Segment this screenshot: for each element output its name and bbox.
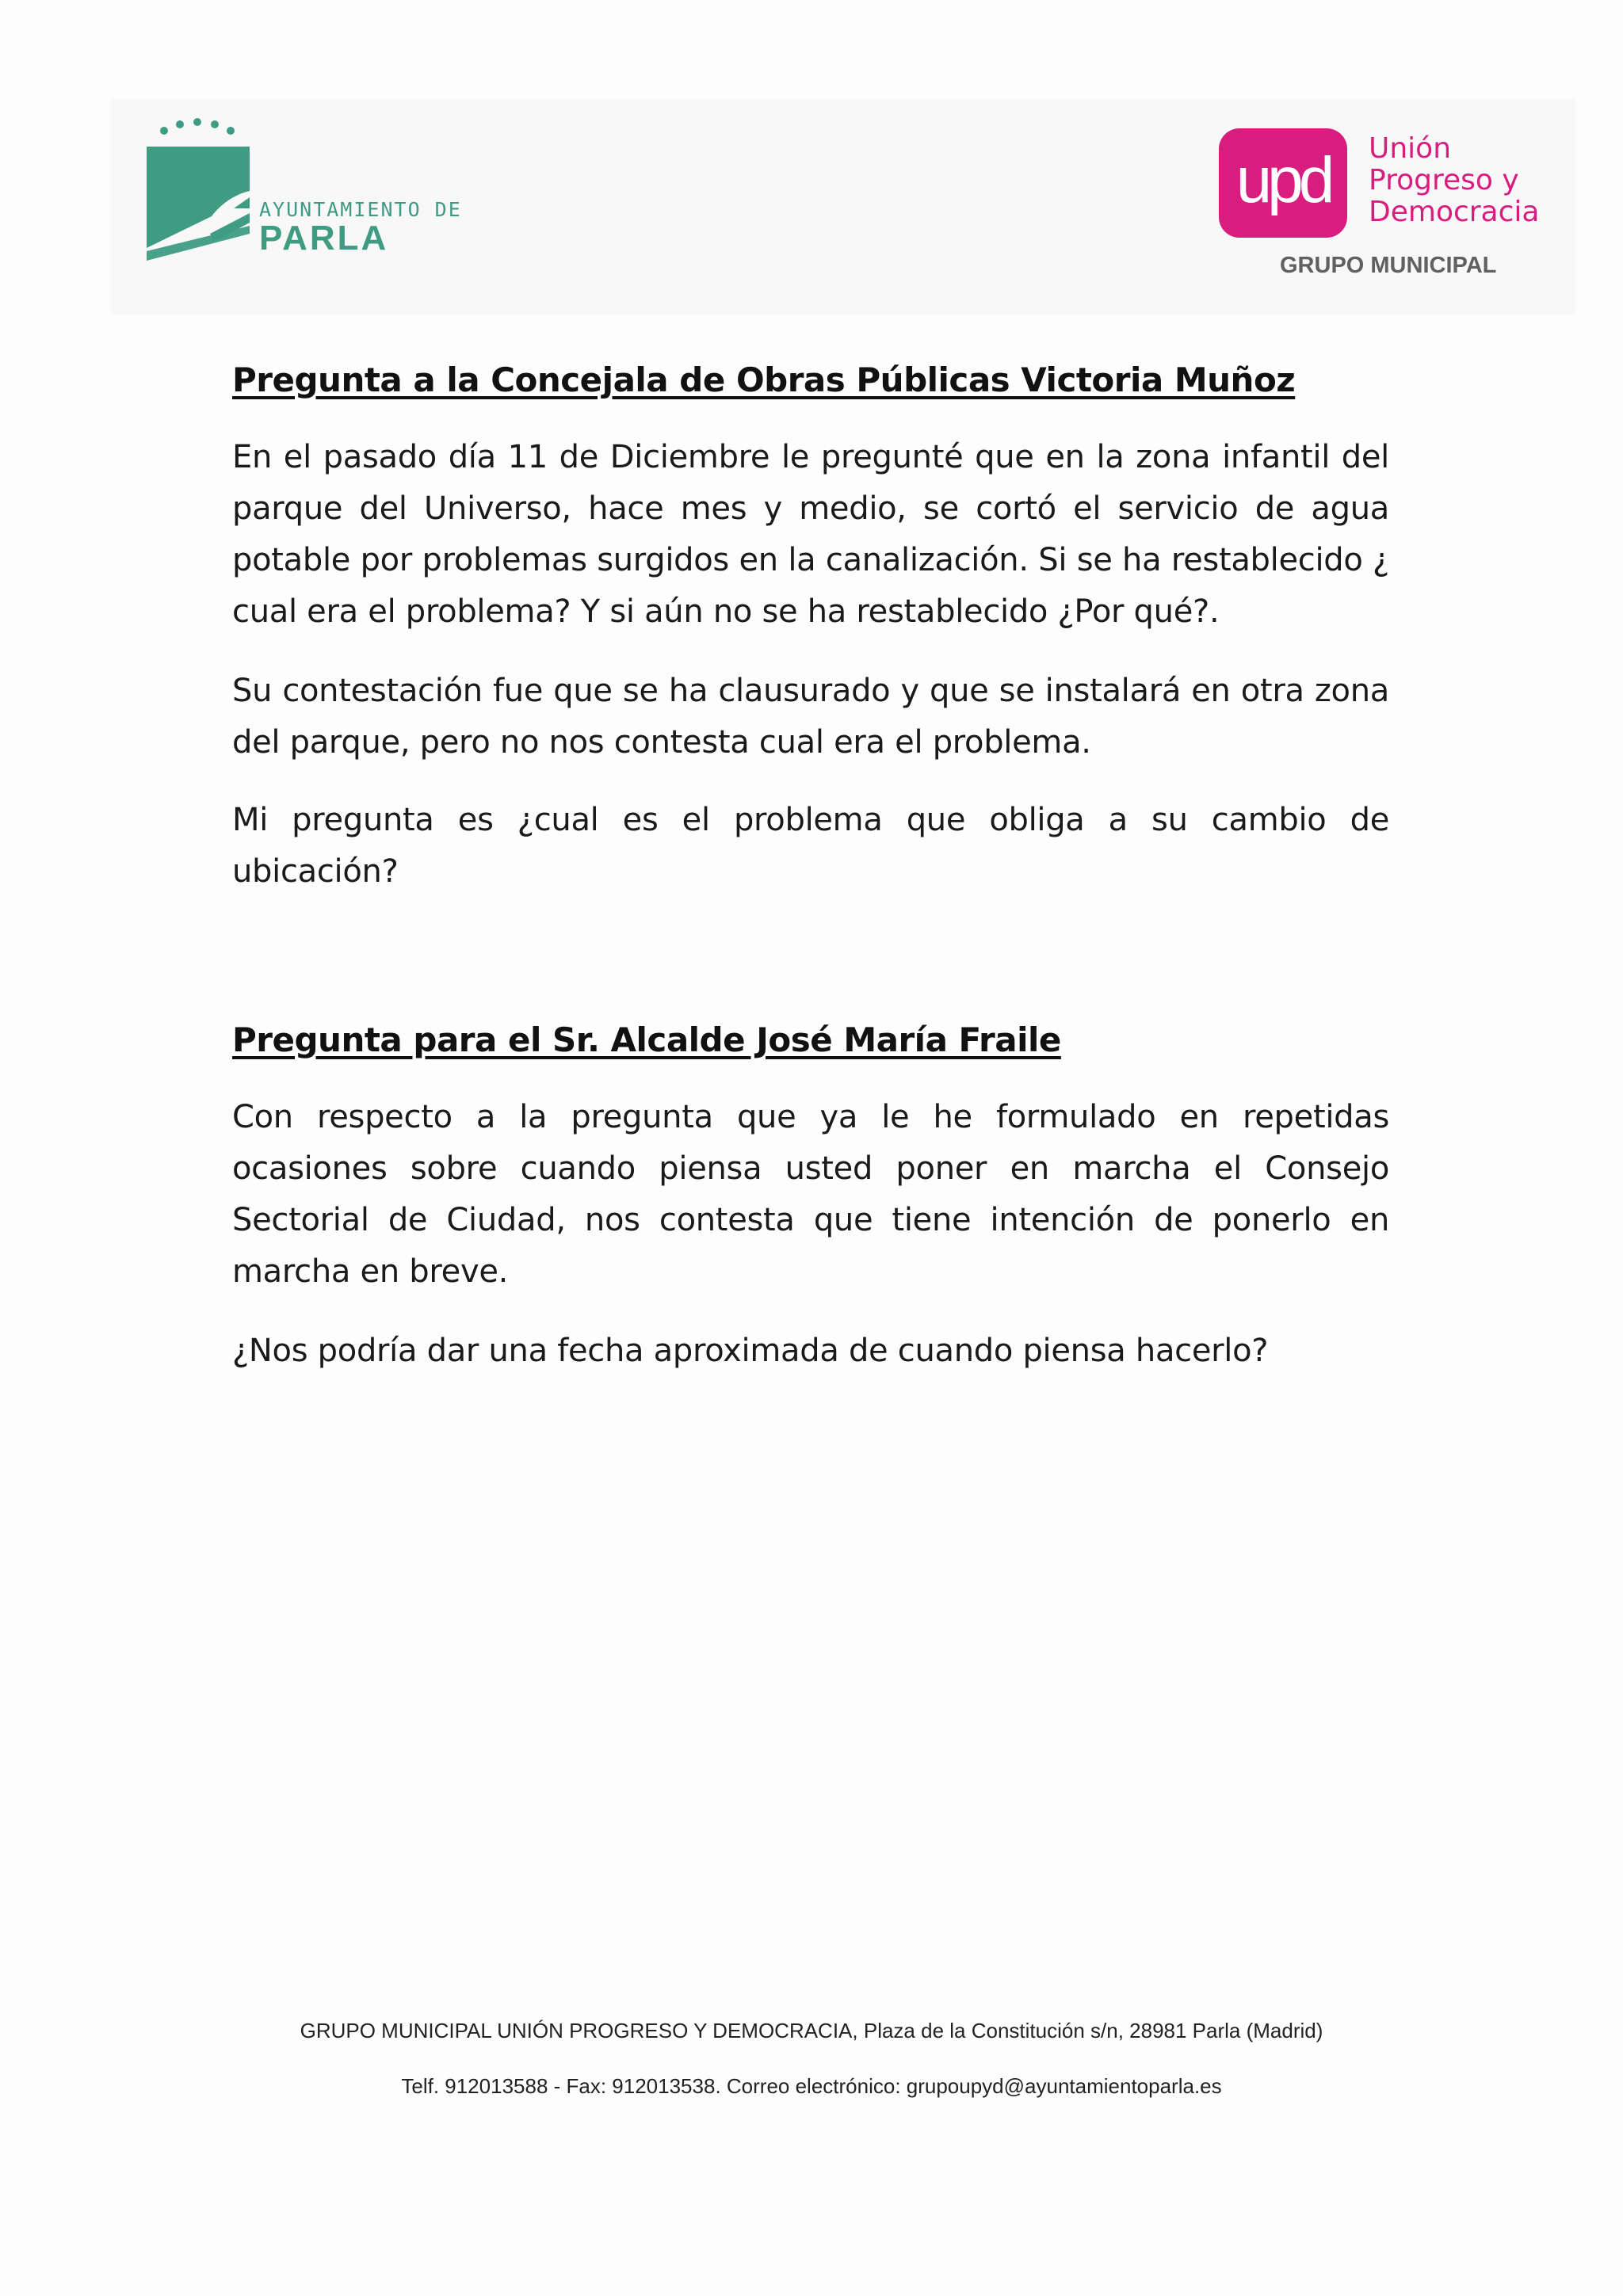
paragraph: En el pasado día 11 de Diciembre le pregunté que en la zona infantil del parque del Universo, hace mes y medio, se cortó el servicio de agua potable por problemas surgidos en la canalización. Si se ha restablecido ¿ cual era el problema? Y si aún no se ha restablecido ¿Por qué?.	[232, 439, 1389, 630]
section-heading: Pregunta a la Concejala de Obras Públicas Victoria Muñoz	[232, 360, 1296, 399]
footer-contact: Telf. 912013588 - Fax: 912013538. Correo electrónico: grupoupyd@ayuntamientoparla.es	[401, 2074, 1222, 2098]
upyd-logo-mark	[1219, 128, 1347, 238]
city-name: PARLA	[259, 219, 389, 257]
paragraph: Con respecto a la pregunta que ya le he formulado en repetidas ocasiones sobre cuando piensa usted poner en marcha el Consejo Sectorial de Ciudad, nos contesta que tiene intención de ponerlo en marcha en breve.	[232, 1099, 1389, 1290]
upyd-mark-text: upd	[1235, 144, 1331, 216]
paragraph: ¿Nos podría dar una fecha aproximada de cuando piensa hacerlo?	[232, 1333, 1269, 1369]
party-name-line: Democracia	[1369, 196, 1540, 228]
paragraph: Mi pregunta es ¿cual es el problema que obliga a su cambio de ubicación?	[232, 802, 1389, 890]
footer-address: GRUPO MUNICIPAL UNIÓN PROGRESO Y DEMOCRACIA, Plaza de la Constitución s/n, 28981 Parla (Madrid)	[300, 2019, 1323, 2042]
section-heading: Pregunta para el Sr. Alcalde José María Fraile	[232, 1020, 1061, 1059]
upyd-party-name	[1369, 133, 1575, 228]
city-subtitle: AYUNTAMIENTO DE	[259, 198, 462, 221]
letter-body	[232, 357, 1389, 1377]
party-name-line: Unión	[1369, 132, 1452, 165]
party-name-line: Progreso y	[1369, 164, 1519, 196]
party-group-label: GRUPO MUNICIPAL	[1280, 253, 1497, 278]
paragraph: Su contestación fue que se ha clausurado y que se instalará en otra zona del parque, pero no nos contesta cual era el problema.	[232, 673, 1389, 761]
